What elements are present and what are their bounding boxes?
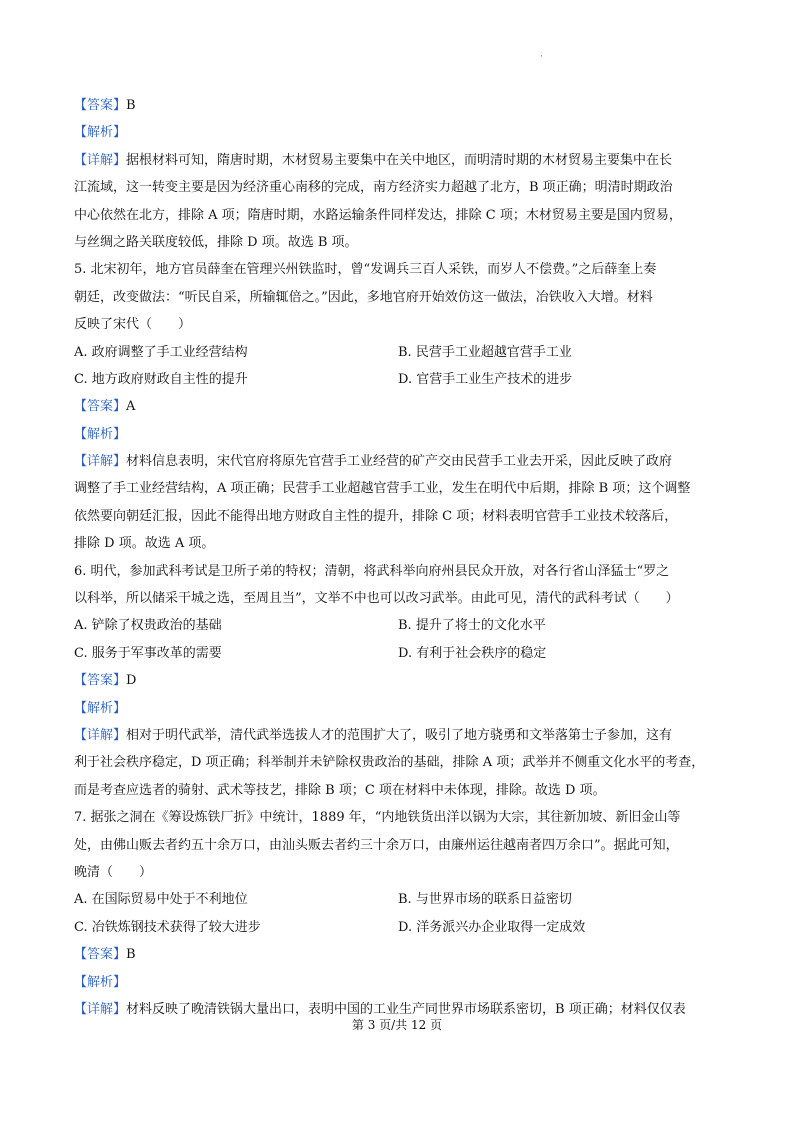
q6-option-d: D. 有利于社会秩序的稳定 (398, 645, 547, 661)
q6-answer-line (74, 667, 729, 694)
q5-option-a: A. 政府调整了手工业经营结构 (74, 344, 248, 360)
q7-stem-line-3: 晚清（ ） (74, 864, 153, 880)
answer-value: D (126, 673, 137, 689)
answer-tag: 【答案】 (74, 947, 127, 963)
q5-detail-line-3: 依然要向朝廷汇报，因此不能得出地方财政自主性的提升，排除 C 项；材料表明官营手工业技术较落后， (74, 508, 678, 524)
q5-option-d: D. 官营手工业生产技术的进步 (398, 371, 573, 387)
q5-options-row-1 (74, 339, 729, 366)
q5-option-c: C. 地方政府财政自主性的提升 (74, 371, 248, 387)
q6-stem-line-1: 6. 明代，参加武科考试是卫所子弟的特权；清朝，将武科举向府州县民众开放，对各行省山泽猛士“罗之 (74, 563, 670, 579)
q7-option-c: C. 冶铁炼钢技术获得了较大进步 (74, 919, 261, 935)
q6-stem-line-2: 以科举，所以储采干城之选，至周且当”，文举不中也可以改习武举。由此可见，清代的武科考试（ ） (74, 591, 679, 607)
q6-options-row-2 (74, 640, 729, 667)
answer-value: B (126, 947, 136, 963)
q5-analysis-line (74, 421, 729, 448)
q6-option-b: B. 提升了将士的文化水平 (398, 618, 546, 634)
answer-value: A (126, 399, 136, 415)
q5-stem-line-3: 反映了宋代（ ） (74, 317, 192, 333)
q7-stem-line-2: 处，由佛山贩去者约五十余万口，由汕头贩去者约三十余万口，由廉州运往越南者四万余口”。据此可知， (74, 837, 679, 853)
q6-detail-line-1 (74, 722, 729, 749)
q7-stem-line-1: 7. 据张之洞在《筹设炼铁厂折》中统计，1889 年，“内地铁货出洋以锅为大宗，其往新加坡、新旧金山等 (74, 810, 681, 826)
q6-option-a: A. 铲除了权贵政治的基础 (74, 618, 222, 634)
q6-detail-line-3: 而是考查应选者的骑射、武术等技艺，排除 B 项；C 项在材料中未体现，排除。故选 D 项。 (74, 782, 606, 798)
page-footer: 第 3 页/共 12 页 (351, 1018, 443, 1032)
answer-value: B (126, 98, 136, 113)
q7-option-b: B. 与世界市场的联系日益密切 (398, 892, 572, 908)
q7-option-a: A. 在国际贸易中处于不利地位 (74, 892, 248, 908)
detail-text: 材料信息表明，宋代官府将原先官营手工业经营的矿产交由民营手工业去开采，因此反映了政府 (126, 454, 673, 470)
q6-options-row-1 (74, 612, 729, 639)
top-mark: · (540, 52, 543, 62)
q4-detail-line-1 (74, 147, 729, 174)
detail-tag: 【详解】 (74, 152, 127, 168)
detail-tag: 【详解】 (74, 454, 127, 470)
answer-tag: 【答案】 (74, 399, 127, 415)
q5-options-row-2 (74, 366, 729, 393)
q5-detail-line-4: 排除 D 项。故选 A 项。 (74, 536, 215, 552)
answer-tag: 【答案】 (74, 673, 127, 689)
q7-analysis-line (74, 969, 729, 996)
q4-answer-line (74, 92, 729, 119)
analysis-tag: 【解析】 (74, 974, 127, 990)
q4-analysis-line (74, 119, 729, 146)
q6-option-c: C. 服务于军事改革的需要 (74, 645, 222, 661)
q5-answer-line (74, 393, 729, 420)
analysis-tag: 【解析】 (74, 125, 127, 141)
q6-detail-line-2: 利于社会秩序稳定，D 项正确；科举制并未铲除权贵政治的基础，排除 A 项；武举并不侧重文化水平的考查， (74, 755, 705, 771)
q5-detail-line-1 (74, 448, 729, 475)
q6-analysis-line (74, 695, 729, 722)
q4-detail-line-3: 中心依然在北方，排除 A 项；隋唐时期，水路运输条件同样发达，排除 C 项；木材贸易主要是国内贸易， (74, 207, 682, 223)
q4-detail-line-2: 江流域，这一转变主要是因为经济重心南移的完成，南方经济实力超越了北方，B 项正确；明清时期政治 (74, 180, 673, 196)
analysis-tag: 【解析】 (74, 426, 127, 442)
answer-tag: 【答案】 (74, 98, 127, 113)
detail-text: 据根材料可知，隋唐时期，木材贸易主要集中在关中地区，而明清时期的木材贸易主要集中在长 (126, 152, 673, 168)
q7-option-d: D. 洋务派兴办企业取得一定成效 (398, 919, 586, 935)
detail-tag: 【详解】 (74, 727, 127, 743)
q5-option-b: B. 民营手工业超越官营手工业 (398, 344, 572, 360)
detail-tag: 【详解】 (74, 1001, 127, 1017)
document-page (74, 92, 729, 1023)
q7-answer-line (74, 941, 729, 968)
q7-options-row-2 (74, 914, 729, 941)
q5-stem-line-1: 5. 北宋初年，地方官员薛奎在管理兴州铁监时，曾“发调兵三百人采铁，而岁人不偿费。”之后薛奎上奏 (74, 262, 657, 278)
q7-options-row-1 (74, 886, 729, 913)
q4-detail-line-4: 与丝绸之路关联度较低，排除 D 项。故选 B 项。 (74, 234, 358, 250)
q5-stem-line-2: 朝廷，改变做法：“听民自采，所输辄倍之。”因此，多地官府开始效仿这一做法，冶铁收入大增。材料 (74, 289, 653, 305)
detail-text: 材料反映了晚清铁锅大量出口，表明中国的工业生产同世界市场联系密切，B 项正确；材料仅仅表 (126, 1001, 686, 1017)
q5-detail-line-2: 调整了手工业经营结构，A 项正确；民营手工业超越官营手工业，发生在明代中后期，排除 B 项；这个调整 (74, 481, 691, 497)
detail-text: 相对于明代武举，清代武举选拔人才的范围扩大了，吸引了地方骁勇和文举落第士子参加，这有 (126, 727, 673, 743)
analysis-tag: 【解析】 (74, 700, 127, 716)
